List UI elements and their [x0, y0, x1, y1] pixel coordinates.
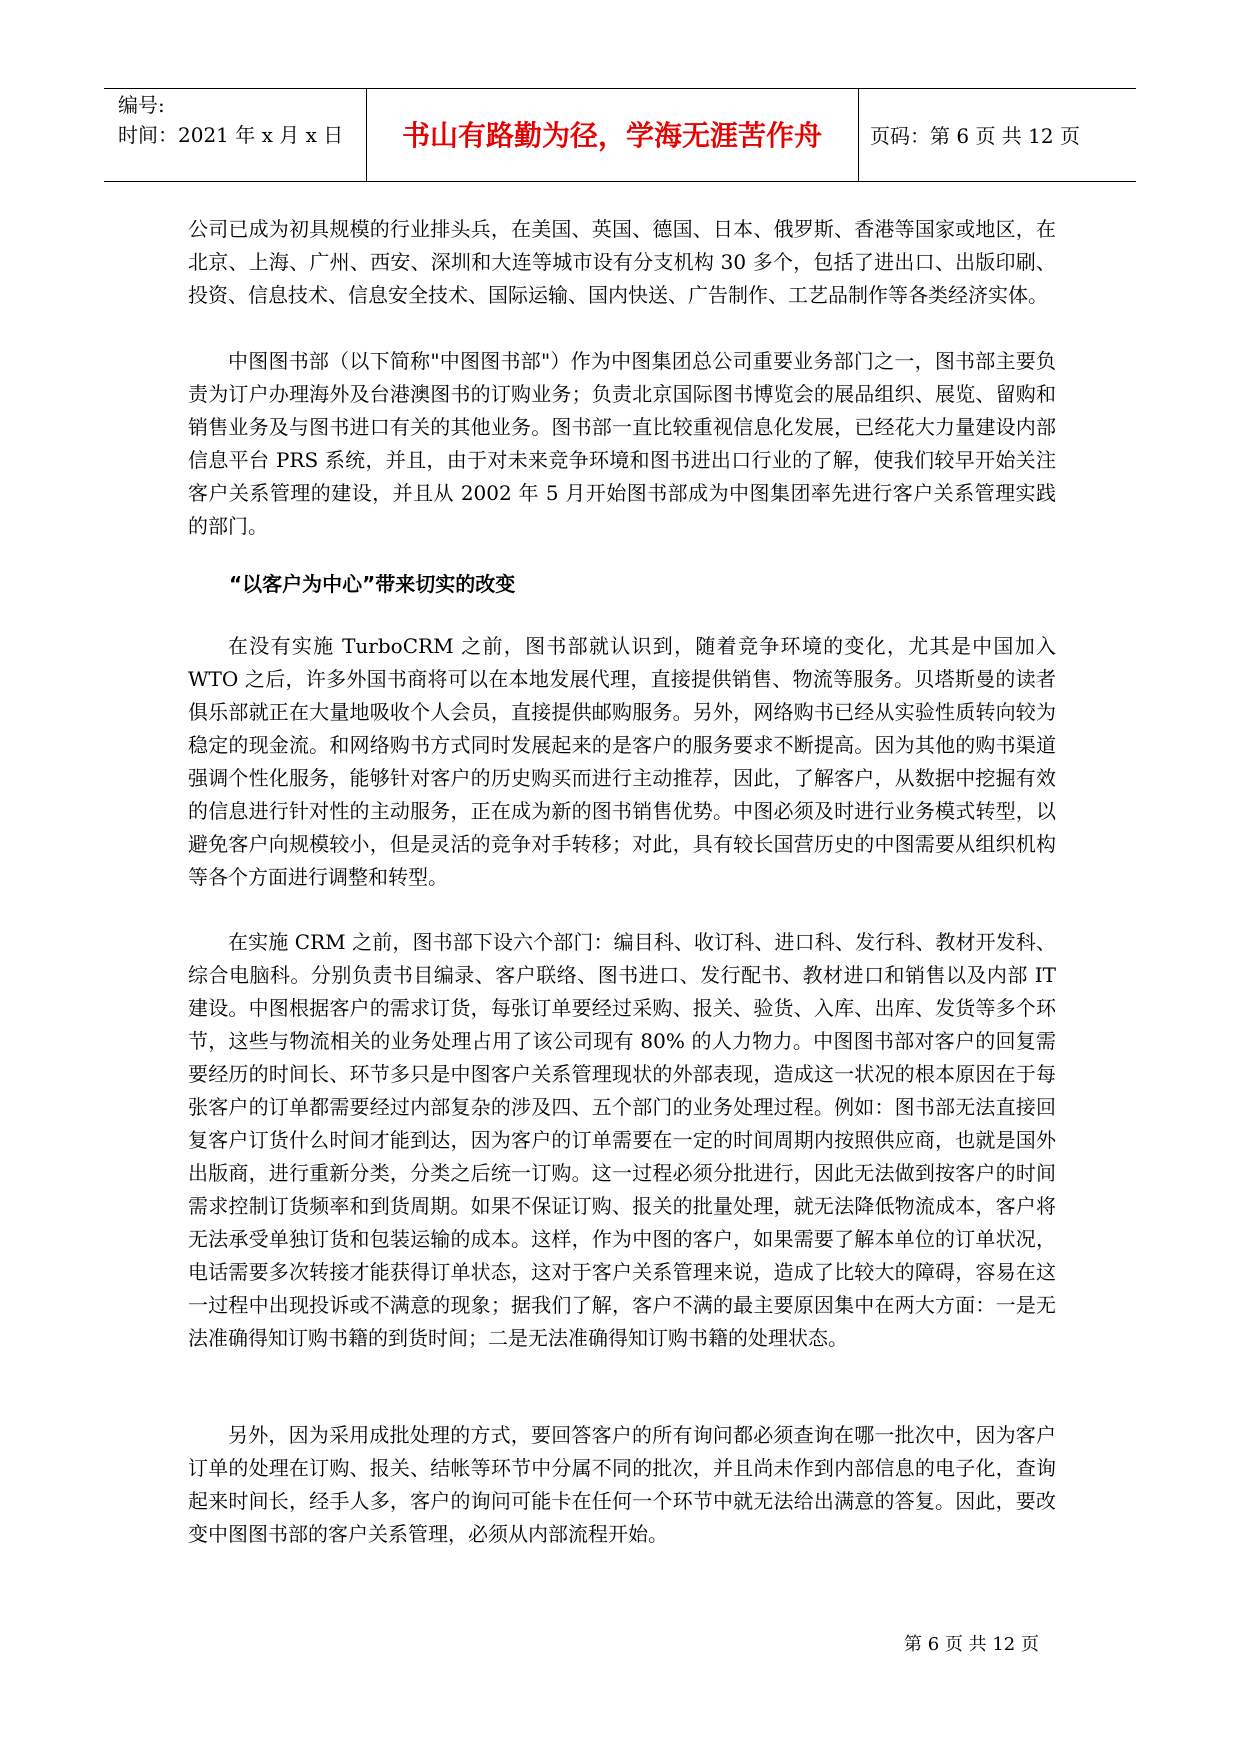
section-heading: “以客户为中心”带来切实的改变 — [229, 572, 516, 596]
paragraph-departments: 在实施 CRM 之前，图书部下设六个部门：编目科、收订科、进口科、发行科、教材开发科、综合电脑科。分别负责书目编录、客户联络、图书进口、发行配书、教材进口和销售以及内部 IT 建设。中图根据客户的需求订货，每张订单要经过采购、报关、验货、入库、出库、发货等多个环节，这些与物流相关的业务处理占用了该公司现有 80% 的人力物力。中图图书部对客户的回复需要经历的时间长、环节多只是中图客户关系管理现状的外部表现，造成这一状况的根本原因在于每张客户的订单都需要经过内部复杂的涉及四、五个部门的业务处理过程。例如：图书部无法直接回复客户订货什么时间才能到达，因为客户的订单需要在一定的时间周期内按照供应商，也就是国外出版商，进行重新分类，分类之后统一订购。这一过程必须分批进行，因此无法做到按客户的时间需求控制订货频率和到货周期。如果不保证订购、报关的批量处理，就无法降低物流成本，客户将无法承受单独订货和包装运输的成本。这样，作为中图的客户，如果需要了解本单位的订单状况，电话需要多次转接才能获得订单状态，这对于客户关系管理来说，造成了比较大的障碍，容易在这一过程中出现投诉或不满意的现象；据我们了解，客户不满的最主要原因集中在两大方面：一是无法准确得知订购书籍的到货时间；二是无法准确得知订购书籍的处理状态。 — [188, 930, 1056, 1350]
paragraph-book-department: 中图图书部（以下简称"中图图书部"）作为中图集团总公司重要业务部门之一，图书部主要负责为订户办理海外及台港澳图书的订购业务；负责北京国际图书博览会的展品组织、展览、留购和销售业务及与图书进口有关的其他业务。图书部一直比较重视信息化发展，已经花大力量建设内部信息平台 PRS 系统，并且，由于对未来竞争环境和图书进出口行业的了解，使我们较早开始关注客户关系管理的建设，并且从 2002 年 5 月开始图书部成为中图集团率先进行客户关系管理实践的部门。 — [188, 349, 1056, 538]
header-motto-cell — [366, 89, 859, 181]
document-number-label: 编号: — [118, 93, 165, 117]
paragraph-batch-processing: 另外，因为采用成批处理的方式，要回答客户的所有询问都必须查询在哪一批次中，因为客户订单的处理在订购、报关、结帐等环节中分属不同的批次，并且尚未作到内部信息的电子化，查询起来时间长，经手人多，客户的询问可能卡在任何一个环节中就无法给出满意的答复。因此，要改变中图图书部的客户关系管理，必须从内部流程开始。 — [188, 1423, 1056, 1546]
document-date: 时间：2021 年 x 月 x 日 — [118, 123, 344, 147]
header-motto: 书山有路勤为径，学海无涯苦作舟 — [401, 119, 822, 152]
paragraph-before-crm: 在没有实施 TurboCRM 之前，图书部就认识到，随着竞争环境的变化，尤其是中国加入 WTO 之后，许多外国书商将可以在本地发展代理，直接提供销售、物流等服务。贝塔斯曼的读者俱乐部就正在大量地吸收个人会员，直接提供邮购服务。另外，网络购书已经从实验性质转向较为稳定的现金流。和网络购书方式同时发展起来的是客户的服务要求不断提高。因为其他的购书渠道强调个性化服务，能够针对客户的历史购买而进行主动推荐，因此，了解客户，从数据中挖掘有效的信息进行针对性的主动服务，正在成为新的图书销售优势。中图必须及时进行业务模式转型，以避免客户向规模较小，但是灵活的竞争对手转移；对此，具有较长国营历史的中图需要从组织机构等各个方面进行调整和转型。 — [188, 634, 1056, 889]
header-info-cell — [104, 89, 367, 181]
header-page-code: 页码：第 6 页 共 12 页 — [870, 124, 1080, 148]
paragraph-company-overview: 公司已成为初具规模的行业排头兵，在美国、英国、德国、日本、俄罗斯、香港等国家或地区，在北京、上海、广州、西安、深圳和大连等城市设有分支机构 30 多个，包括了进出口、出版印刷、投资、信息技术、信息安全技术、国际运输、国内快送、广告制作、工艺品制作等各类经济实体。 — [188, 217, 1056, 307]
header-page-cell — [858, 89, 1136, 181]
page-footer-number: 第 6 页 共 12 页 — [904, 1634, 1039, 1655]
page-header — [104, 88, 1136, 182]
